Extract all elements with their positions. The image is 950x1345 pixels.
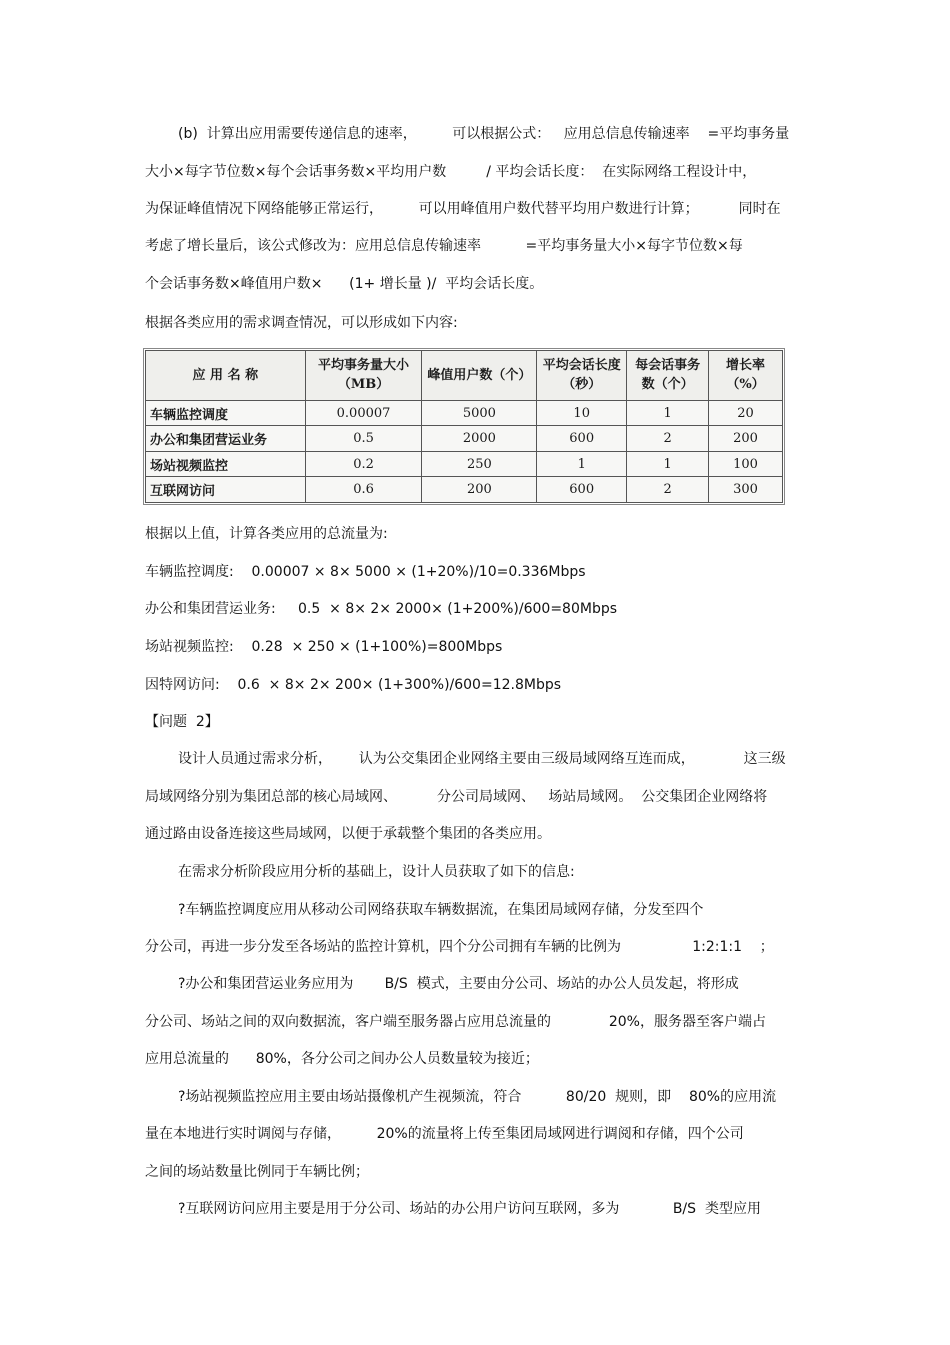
table-cell: 车辆监控调度: [146, 400, 306, 426]
para2-line-3: 通过路由设备连接这些局域网，以便于承载整个集团的各类应用。: [145, 826, 551, 842]
question-2-title: 【问题 2】: [145, 714, 219, 730]
bullet-video-line-2: 量在本地进行实时调阅与存储， 20%的流量将上传至集团局域网进行调阅和存储，四个公司: [145, 1126, 744, 1142]
table-cell: 20: [709, 400, 783, 426]
table-cell: 100: [709, 451, 783, 477]
bullet-vehicle-line-1: ?车辆监控调度应用从移动公司网络获取车辆数据流，在集团局域网存储，分发至四个: [178, 902, 704, 918]
para2-line-1: 设计人员通过需求分析， 认为公交集团企业网络主要由三级局域网络互连而成， 这三级: [178, 751, 786, 767]
table-row: [146, 451, 783, 477]
calc-line-office: 办公和集团营运业务: 0.5 × 8× 2× 2000× (1+200%)/600=80Mbps: [145, 601, 618, 617]
calc-line-vehicle: 车辆监控调度: 0.00007 × 8× 5000 × (1+20%)/10=0.336Mbps: [145, 564, 586, 580]
table-cell: 1: [627, 451, 709, 477]
calc-line-internet: 因特网访问: 0.6 × 8× 2× 200× (1+300%)/600=12.8Mbps: [145, 677, 562, 693]
table-cell: 2: [627, 477, 709, 503]
table-row: [146, 477, 783, 503]
table-intro: 根据各类应用的需求调查情况，可以形成如下内容:: [145, 315, 458, 331]
table-cell: 场站视频监控: [146, 451, 306, 477]
table-cell: 600: [537, 426, 627, 452]
bullet-video-line-1: ?场站视频监控应用主要由场站摄像机产生视频流，符合 80/20 规则，即 80%的应用流: [178, 1089, 777, 1105]
table-row: [146, 400, 783, 426]
table-cell: 600: [537, 477, 627, 503]
table-cell: 200: [709, 426, 783, 452]
table-cell: 0.00007: [305, 400, 422, 426]
table-cell: 10: [537, 400, 627, 426]
table-header-cell: 增长率（%）: [709, 351, 783, 401]
para2-line-2: 局域网络分别为集团总部的核心局域网、 分公司局域网、 场站局域网。 公交集团企业网络将: [145, 789, 768, 805]
paragraph-b-line-2: 大小×每字节位数×每个会话事务数×平均用户数 / 平均会话长度： 在实际网络工程设计中，: [145, 164, 757, 180]
table-cell: 300: [709, 477, 783, 503]
table-cell: 0.2: [305, 451, 422, 477]
table-cell: 2: [627, 426, 709, 452]
table-header-cell: 应 用 名 称: [146, 351, 306, 401]
bullet-office-line-1: ?办公和集团营运业务应用为 B/S 模式，主要由分公司、场站的办公人员发起，将形成: [178, 976, 739, 992]
calc-intro: 根据以上值，计算各类应用的总流量为:: [145, 526, 388, 542]
application-requirements-table: [145, 350, 783, 503]
table-cell: 2000: [422, 426, 537, 452]
table-header-row: [146, 351, 783, 401]
bullet-vehicle-line-2: 分公司，再进一步分发至各场站的监控计算机，四个分公司拥有车辆的比例为 1:2:1:1 ；: [145, 939, 774, 955]
paragraph-b-line-3: 为保证峰值情况下网络能够正常运行， 可以用峰值用户数代替平均用户数进行计算； 同时在: [145, 201, 781, 217]
table-cell: 5000: [422, 400, 537, 426]
table-cell: 0.5: [305, 426, 422, 452]
table-cell: 1: [537, 451, 627, 477]
table-cell: 互联网访问: [146, 477, 306, 503]
table-row: [146, 426, 783, 452]
para3: 在需求分析阶段应用分析的基础上，设计人员获取了如下的信息:: [178, 864, 575, 880]
table-cell: 1: [627, 400, 709, 426]
bullet-video-line-3: 之间的场站数量比例同于车辆比例；: [145, 1164, 369, 1180]
bullet-internet-line-1: ?互联网访问应用主要是用于分公司、场站的办公用户访问互联网，多为 B/S 类型应用: [178, 1201, 761, 1217]
paragraph-b-line-1: (b) 计算出应用需要传递信息的速率， 可以根据公式： 应用总信息传输速率 =平均事务量: [178, 126, 790, 142]
table-cell: 办公和集团营运业务: [146, 426, 306, 452]
table-header-cell: 平均事务量大小（MB）: [305, 351, 422, 401]
table-header-cell: 峰值用户数（个）: [422, 351, 537, 401]
paragraph-b-line-5: 个会话事务数×峰值用户数× (1+ 增长量 )/ 平均会话长度。: [145, 276, 544, 292]
calc-line-video: 场站视频监控: 0.28 × 250 × (1+100%)=800Mbps: [145, 639, 503, 655]
table-cell: 250: [422, 451, 537, 477]
bullet-office-line-3: 应用总流量的 80%，各分公司之间办公人员数量较为接近；: [145, 1051, 539, 1067]
paragraph-b-line-4: 考虑了增长量后，该公式修改为：应用总信息传输速率 =平均事务量大小×每字节位数×每: [145, 238, 743, 254]
table-cell: 200: [422, 477, 537, 503]
bullet-office-line-2: 分公司、场站之间的双向数据流，客户端至服务器占应用总流量的 20%，服务器至客户端占: [145, 1014, 766, 1030]
table-header-cell: 每会话事务数（个）: [627, 351, 709, 401]
table-header-cell: 平均会话长度（秒）: [537, 351, 627, 401]
table-cell: 0.6: [305, 477, 422, 503]
